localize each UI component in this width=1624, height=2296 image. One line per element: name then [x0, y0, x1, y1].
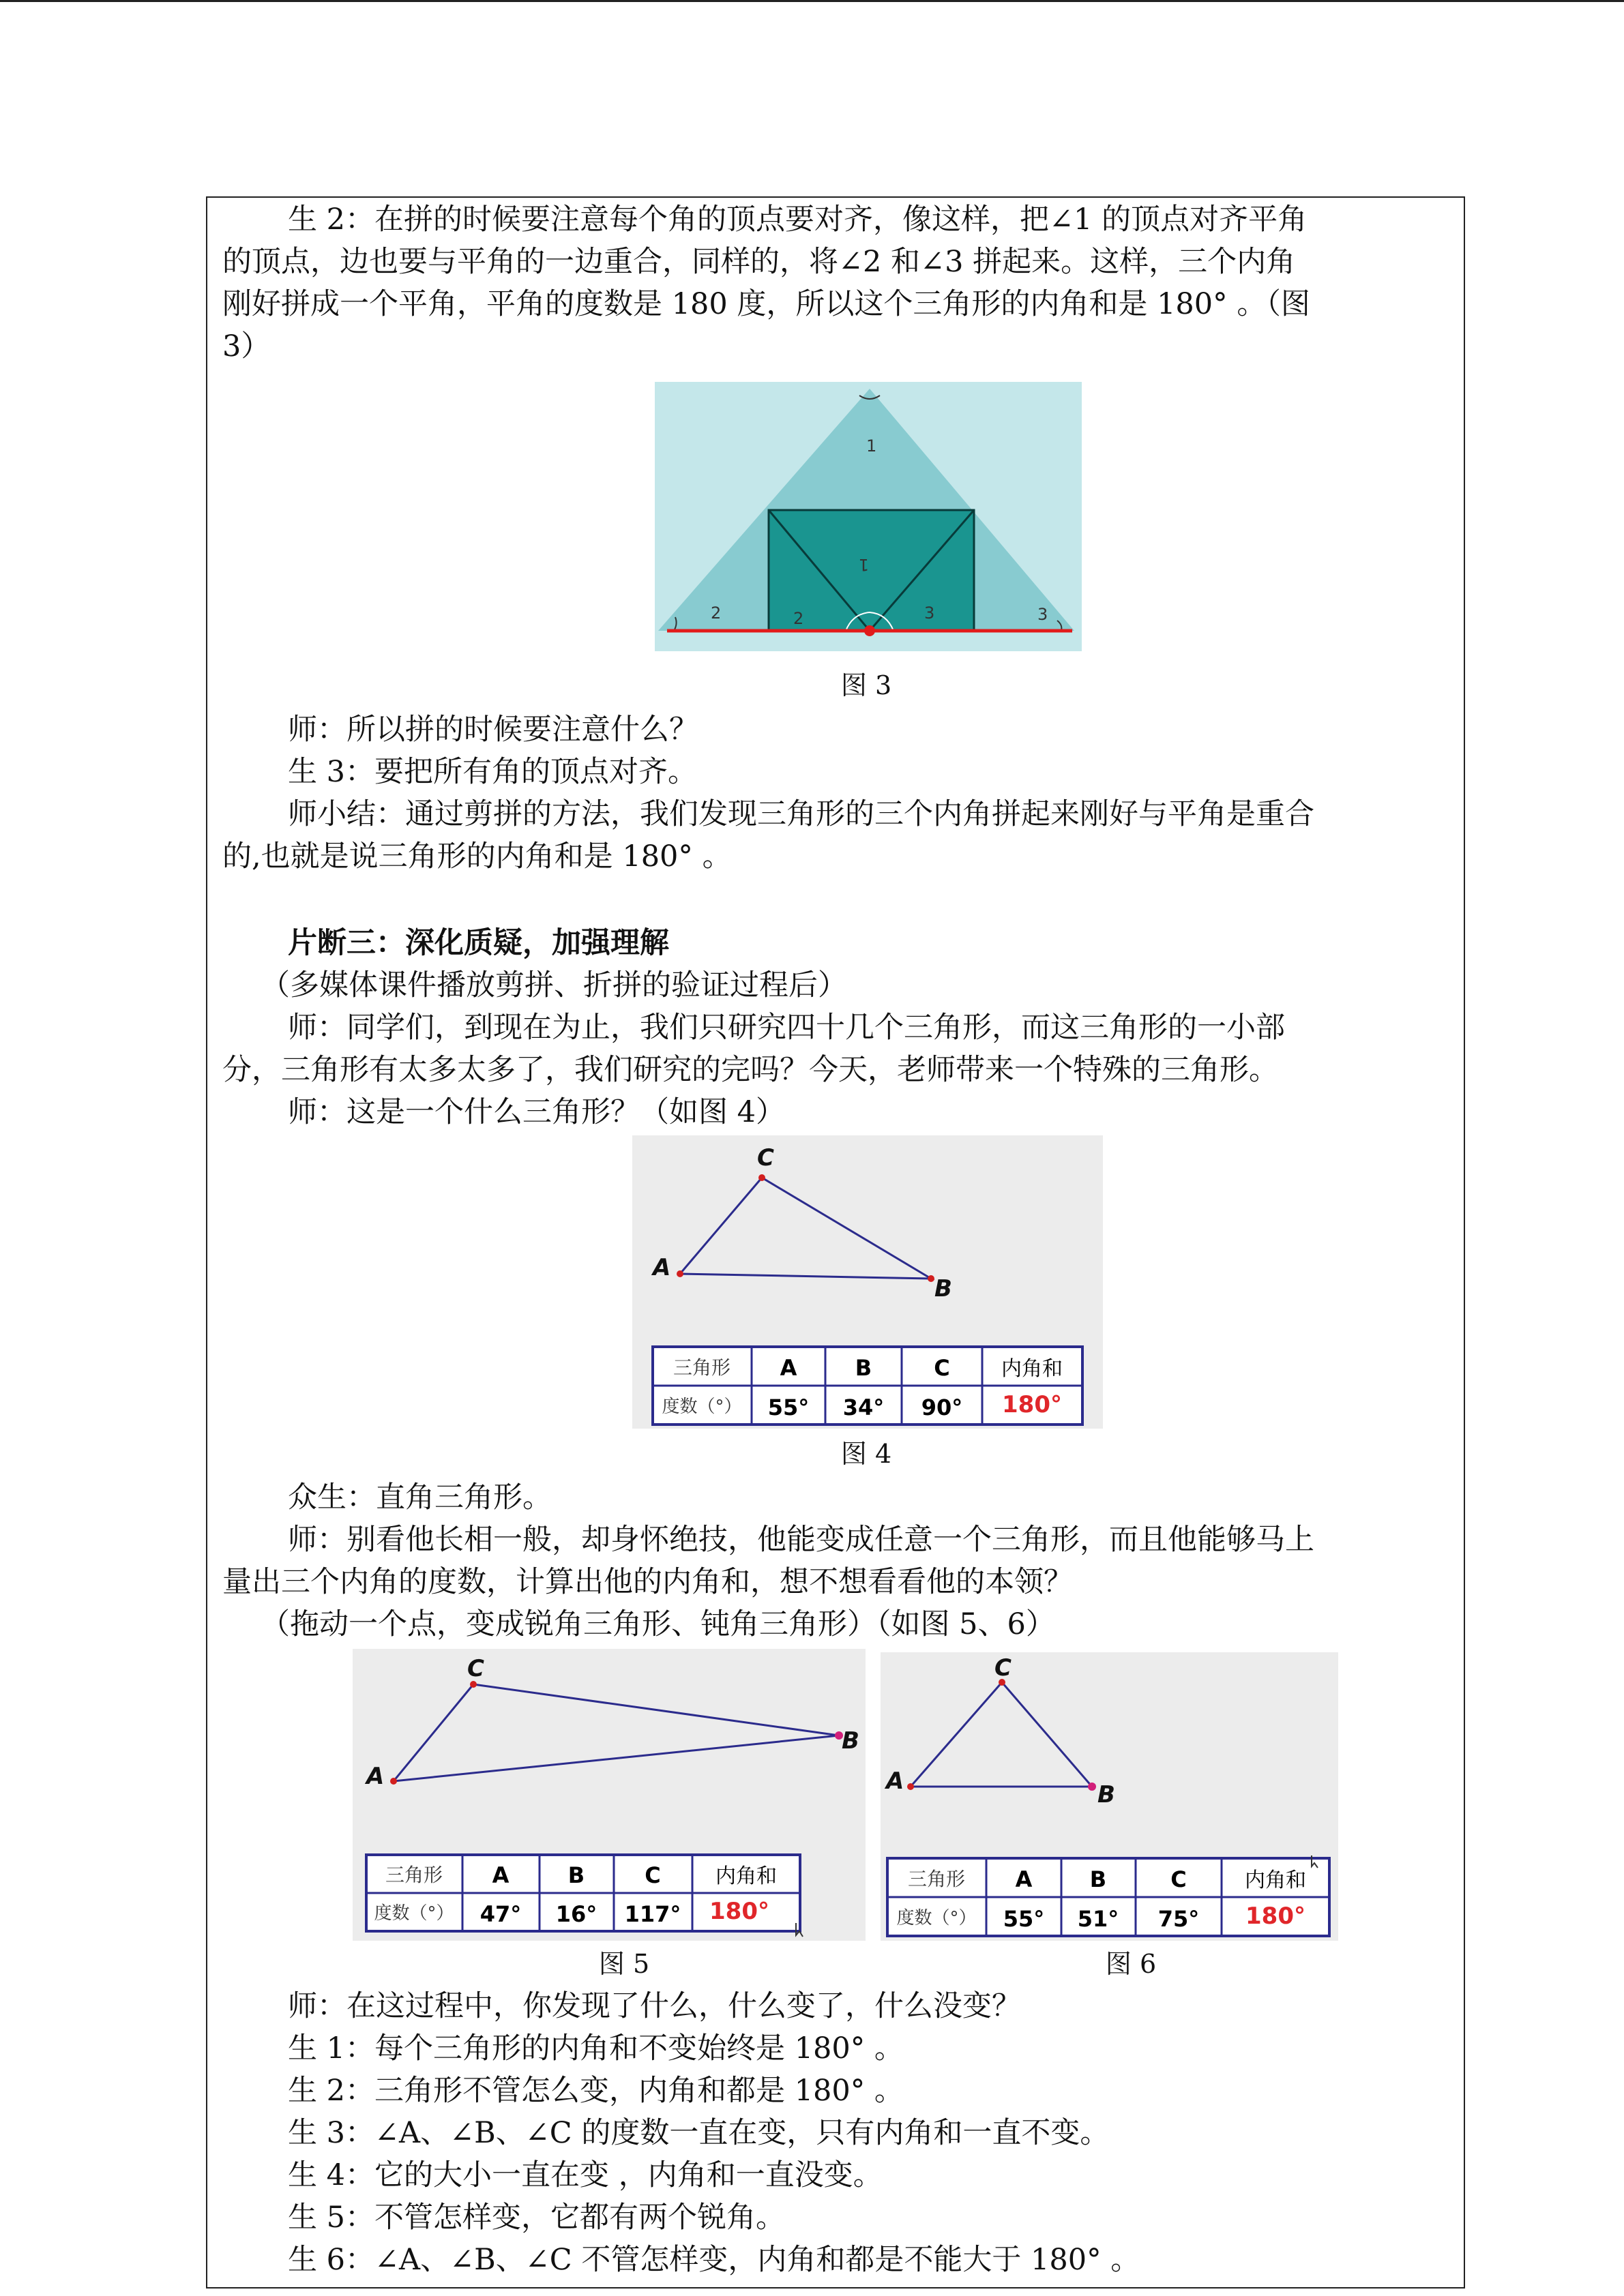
paragraph-line: 的顶点，边也要与平角的一边重合，同样的，将∠2 和∠3 拼起来。这样，三个内角	[222, 245, 1296, 279]
section-title: 片断三：深化质疑，加强理解	[288, 926, 669, 960]
figure-4-right-triangle	[632, 1135, 1103, 1429]
paragraph-line: 师：所以拼的时候要注意什么？	[288, 713, 698, 747]
fig6-table	[887, 1858, 1329, 1936]
fig6-th-triangle: 三角形	[907, 1868, 966, 1890]
fig5-th-b: B	[567, 1862, 585, 1888]
fig6-th-b: B	[1089, 1866, 1107, 1892]
figure-6-acute-triangle	[881, 1652, 1338, 1941]
fig5-value-sum: 180°	[709, 1898, 769, 1925]
fig3-label-1: 1	[866, 436, 877, 456]
fig5-value-b: 16°	[555, 1901, 597, 1927]
fig3-label-2b: 2	[793, 609, 804, 628]
paragraph-line: 生 3：要把所有角的顶点对齐。	[288, 755, 698, 789]
fig5-th-a: A	[492, 1862, 510, 1888]
fig3-label-3b: 3	[1037, 605, 1048, 624]
paragraph-line: 刚好拼成一个平角，平角的度数是 180 度，所以这个三角形的内角和是 180° 。（图	[222, 287, 1310, 321]
fig4-value-b: 34°	[842, 1395, 885, 1420]
paragraph-line: 的,也就是说三角形的内角和是 180° 。	[222, 839, 732, 874]
fig6-point-b	[1088, 1783, 1096, 1791]
fig4-value-c: 90°	[921, 1395, 963, 1420]
fig4-point-b	[928, 1275, 934, 1282]
fig6-label-c: C	[994, 1654, 1012, 1682]
paragraph-line: 师小结：通过剪拼的方法，我们发现三角形的三个内角拼起来刚好与平角是重合	[288, 797, 1314, 831]
fig4-table	[653, 1347, 1082, 1425]
paragraph-line: 师：同学们，到现在为止，我们只研究四十几个三角形，而这三角形的一小部	[288, 1011, 1285, 1045]
paragraph-line: 生 5：不管怎样变，它都有两个锐角。	[288, 2201, 786, 2235]
paragraph-line: 生 3：∠A、∠B、∠C 的度数一直在变，只有内角和一直不变。	[288, 2116, 1110, 2150]
paragraph-line: 分，三角形有太多太多了，我们研究的完吗？今天，老师带来一个特殊的三角形。	[222, 1053, 1278, 1087]
figure-3-caption: 图 3	[840, 670, 892, 700]
page-top-rule	[0, 0, 1624, 2]
fig3-label-1-flipped: 1	[858, 555, 869, 574]
fig3-label-3a: 3	[924, 603, 935, 623]
fig4-row-label: 度数（°）	[662, 1397, 742, 1417]
fig4-point-c	[758, 1174, 765, 1181]
figure-3-angle-sum	[655, 382, 1082, 651]
fig4-th-b: B	[855, 1355, 872, 1381]
paragraph-line: （多媒体课件播放剪拼、折拼的验证过程后）	[261, 968, 847, 1002]
fig4-th-sum: 内角和	[1001, 1357, 1063, 1381]
paragraph-line: 众生：直角三角形。	[288, 1480, 552, 1515]
figure-6-caption: 图 6	[1105, 1949, 1157, 1979]
fig5-th-c: C	[645, 1862, 661, 1888]
fig5-value-a: 47°	[479, 1901, 522, 1927]
fig5-label-a: A	[366, 1763, 385, 1790]
paragraph-line: 生 4：它的大小一直在变 ，内角和一直没变。	[288, 2158, 883, 2192]
fig5-th-triangle: 三角形	[385, 1864, 443, 1886]
fig6-row-label: 度数（°）	[896, 1908, 977, 1928]
fig4-label-a: A	[653, 1254, 671, 1281]
fig5-th-sum: 内角和	[715, 1864, 777, 1888]
paragraph-line: 师：别看他长相一般，却身怀绝技，他能变成任意一个三角形，而且他能够马上	[288, 1523, 1314, 1557]
fig5-value-c: 117°	[624, 1901, 681, 1927]
fig6-value-a: 55°	[1003, 1906, 1045, 1932]
paragraph-line: 量出三个内角的度数，计算出他的内角和，想不想看看他的本领？	[222, 1565, 1073, 1599]
figure-4-caption: 图 4	[840, 1439, 892, 1469]
fig4-th-triangle: 三角形	[673, 1356, 731, 1379]
fig4-value-sum: 180°	[1002, 1391, 1062, 1418]
figure-5-caption: 图 5	[598, 1949, 650, 1979]
paragraph-line: 生 2：三角形不管怎么变，内角和都是 180° 。	[288, 2074, 904, 2108]
paragraph-line: （拖动一个点，变成锐角三角形、钝角三角形）（如图 5、6）	[261, 1607, 1055, 1641]
fig6-point-a	[907, 1783, 914, 1790]
fig3-label-2a: 2	[711, 603, 722, 623]
fig6-label-b: B	[1097, 1781, 1115, 1808]
paragraph-line: 师：在这过程中，你发现了什么，什么变了，什么没变？	[288, 1989, 1021, 2023]
fig4-label-b: B	[934, 1275, 952, 1302]
fig5-label-b: B	[842, 1727, 859, 1755]
fig5-label-c: C	[467, 1655, 484, 1682]
figure-5-obtuse-triangle	[353, 1649, 866, 1941]
fig3-vertex-point	[864, 625, 875, 636]
fig4-th-a: A	[780, 1355, 797, 1381]
fig6-value-c: 75°	[1157, 1906, 1200, 1932]
paragraph-line: 生 6：∠A、∠B、∠C 不管怎样变，内角和都是不能大于 180° 。	[288, 2243, 1140, 2277]
fig5-table	[366, 1855, 800, 1931]
fig6-th-a: A	[1015, 1866, 1033, 1892]
paragraph-line: 师：这是一个什么三角形？（如图 4）	[288, 1095, 786, 1129]
fig6-th-sum: 内角和	[1245, 1868, 1306, 1892]
fig5-point-a	[390, 1778, 397, 1785]
fig4-th-c: C	[934, 1355, 950, 1381]
fig4-point-a	[677, 1270, 683, 1277]
fig4-label-c: C	[757, 1144, 774, 1172]
fig6-value-b: 51°	[1077, 1906, 1119, 1932]
paragraph-line: 生 1：每个三角形的内角和不变始终是 180° 。	[288, 2031, 904, 2066]
fig6-th-c: C	[1170, 1866, 1187, 1892]
paragraph-line: 生 2：在拼的时候要注意每个角的顶点要对齐，像这样，把∠1 的顶点对齐平角	[288, 203, 1308, 237]
fig5-row-label: 度数（°）	[374, 1903, 454, 1924]
paragraph-line: 3）	[222, 329, 271, 363]
fig4-value-a: 55°	[767, 1395, 810, 1420]
fig6-value-sum: 180°	[1245, 1903, 1305, 1930]
fig6-label-a: A	[886, 1768, 904, 1795]
